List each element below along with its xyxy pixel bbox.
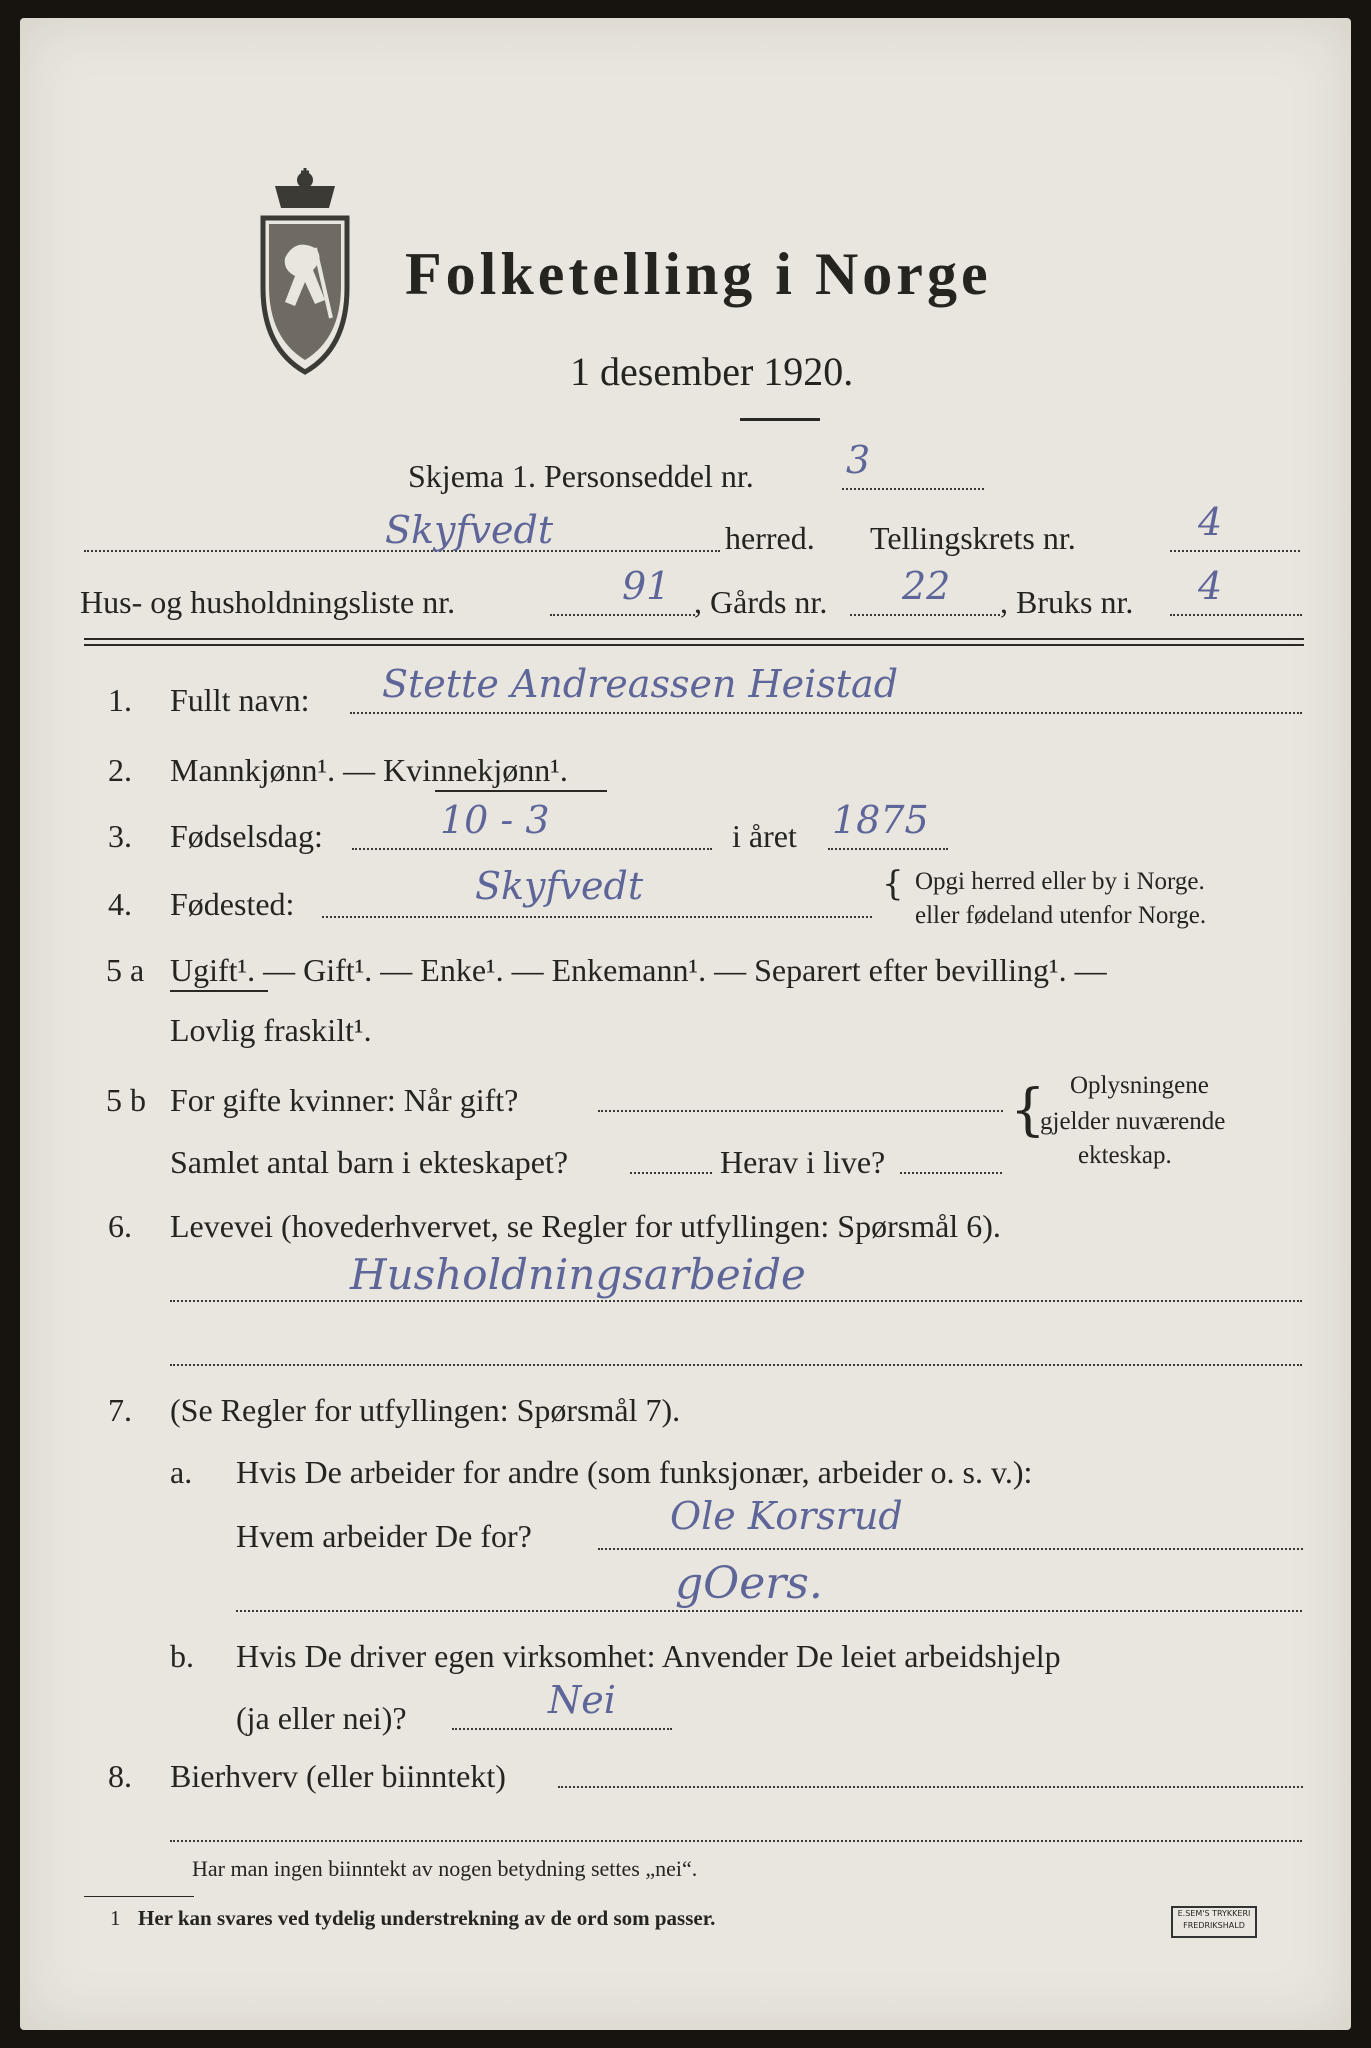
- q3-label: Fødselsdag:: [170, 818, 323, 854]
- q5b-note-2: gjelder nuværende: [1040, 1108, 1226, 1135]
- q7a-value2: gOers.: [675, 1558, 823, 1609]
- q5b-label3: Herav i live?: [720, 1144, 886, 1180]
- q4-value: Skyfvedt: [475, 864, 644, 908]
- gards-label: , Gårds nr.: [694, 584, 828, 620]
- q3-number: 3.: [108, 818, 132, 854]
- schema-value: 3: [846, 438, 871, 482]
- tellingskrets-value: 4: [1198, 500, 1223, 544]
- hus-value: 91: [622, 564, 671, 608]
- herred-label: herred.: [725, 520, 815, 556]
- q7-label: (Se Regler for utfyllingen: Spørsmål 7).: [170, 1392, 681, 1428]
- census-form-page: Folketelling i Norge 1 desember 1920. Skjema 1. Personseddel nr. 3 Skyfvedt herred. Tellingskrets nr. 4 Hus- og husholdningsliste nr. 91 , Gårds nr. 22 , Bruks nr. 4 1. Fullt navn: Stette Andreassen Heistad 2. Mannkjønn¹. — Kvinnekjønn¹. 3. Fødselsdag: 10 - 3 i året 1875 4. Fødested: Skyfvedt { Opgi herred eller by i Norge. eller fødeland utenfor Norge. 5 a Ugift¹. — Gift¹. — Enke¹. — Enkemann¹. — Separert efter bevilling¹. — Lovlig fraskilt¹. 5 b For gifte kvinner: Når gift? Samlet antal barn i ekteskapet? Herav i live? { Oplysningene gjelder nuværende ekteskap. 6. Levevei (hovederhvervet, se Regler for utfyllingen: Spørsmål 6). Husholdningsarbeide 7. (Se Regler for utfyllingen: Spørsmål 7). a. Hvis De arbeider for andre (som funksjonær, arbeider o. s. v.): Hvem arbeider De for? Ole Korsrud gOers. b. Hvis De driver egen virksomhet: Anvender De leiet arbeidshjelp (ja eller nei)? Nei 8. Bierhverv (eller biinntekt) Har man ingen biinntekt av nogen betydning settes „nei“. 1 Her kan svares ved tydelig understrekning av de ord som passer. E.SEM'S TRYKKERI FREDRIKSHALD: [20, 18, 1351, 2030]
- schema-label: Skjema 1. Personseddel nr.: [408, 458, 754, 494]
- q1-number: 1.: [108, 682, 132, 718]
- form-date: 1 desember 1920.: [570, 349, 854, 394]
- q7a-letter: a.: [170, 1454, 193, 1490]
- q7b-line1: Hvis De driver egen virksomhet: Anvender De leiet arbeidshjelp: [236, 1638, 1061, 1674]
- q4-label: Fødested:: [170, 886, 295, 922]
- q6-number: 6.: [108, 1208, 132, 1244]
- bruks-value: 4: [1198, 564, 1223, 608]
- q2-number: 2.: [108, 752, 132, 788]
- q5b-label2: Samlet antal barn i ekteskapet?: [170, 1144, 569, 1180]
- q6-value: Husholdningsarbeide: [350, 1250, 806, 1299]
- q8-number: 8.: [108, 1758, 132, 1794]
- q5b-note-1: Oplysningene: [1070, 1072, 1209, 1099]
- q1-value: Stette Andreassen Heistad: [382, 662, 899, 706]
- q5a-number: 5 a: [106, 952, 145, 988]
- printer-stamp: E.SEM'S TRYKKERI FREDRIKSHALD: [1171, 1906, 1257, 1938]
- q5a-line2: Lovlig fraskilt¹.: [170, 1012, 372, 1048]
- q3-value: 10 - 3: [440, 798, 550, 842]
- tellingskrets-label: Tellingskrets nr.: [870, 520, 1076, 556]
- q7b-letter: b.: [170, 1638, 194, 1674]
- q4-number: 4.: [108, 886, 132, 922]
- herred-value: Skyfvedt: [385, 508, 554, 552]
- q6-label: Levevei (hovederhvervet, se Regler for utfyllingen: Spørsmål 6).: [170, 1208, 1001, 1244]
- q5a-line1: Ugift¹. — Gift¹. — Enke¹. — Enkemann¹. — Separert efter bevilling¹. —: [170, 952, 1107, 988]
- q4-note-1: Opgi herred eller by i Norge.: [915, 868, 1205, 895]
- q2-label: Mannkjønn¹. — Kvinnekjønn¹.: [170, 752, 568, 788]
- gards-value: 22: [902, 564, 951, 608]
- q7a-line1: Hvis De arbeider for andre (som funksjonær, arbeider o. s. v.):: [236, 1454, 1033, 1490]
- bruks-label: , Bruks nr.: [1000, 584, 1134, 620]
- hus-label: Hus- og husholdningsliste nr.: [80, 584, 456, 620]
- income-note: Har man ingen biinntekt av nogen betydning settes „nei“.: [192, 1856, 698, 1881]
- q7a-line2: Hvem arbeider De for?: [236, 1518, 532, 1554]
- q3-year-value: 1875: [832, 798, 929, 842]
- footnote-number: 1: [110, 1906, 121, 1930]
- q5b-note-3: ekteskap.: [1078, 1142, 1172, 1169]
- q3-year-label: i året: [732, 818, 797, 854]
- q8-label: Bierhverv (eller biinntekt): [170, 1758, 506, 1794]
- norwegian-coat-of-arms-icon: [245, 168, 365, 378]
- footnote-text: Her kan svares ved tydelig understrekning av de ord som passer.: [138, 1906, 716, 1930]
- q5b-label1: For gifte kvinner: Når gift?: [170, 1082, 519, 1118]
- q7b-line2: (ja eller nei)?: [236, 1700, 407, 1736]
- q7b-value: Nei: [548, 1678, 616, 1722]
- q4-note-2: eller fødeland utenfor Norge.: [915, 902, 1207, 929]
- q7a-value1: Ole Korsrud: [670, 1494, 903, 1538]
- q7-number: 7.: [108, 1392, 132, 1428]
- form-title: Folketelling i Norge: [405, 241, 992, 307]
- q5b-number: 5 b: [106, 1082, 146, 1118]
- q1-label: Fullt navn:: [170, 682, 310, 718]
